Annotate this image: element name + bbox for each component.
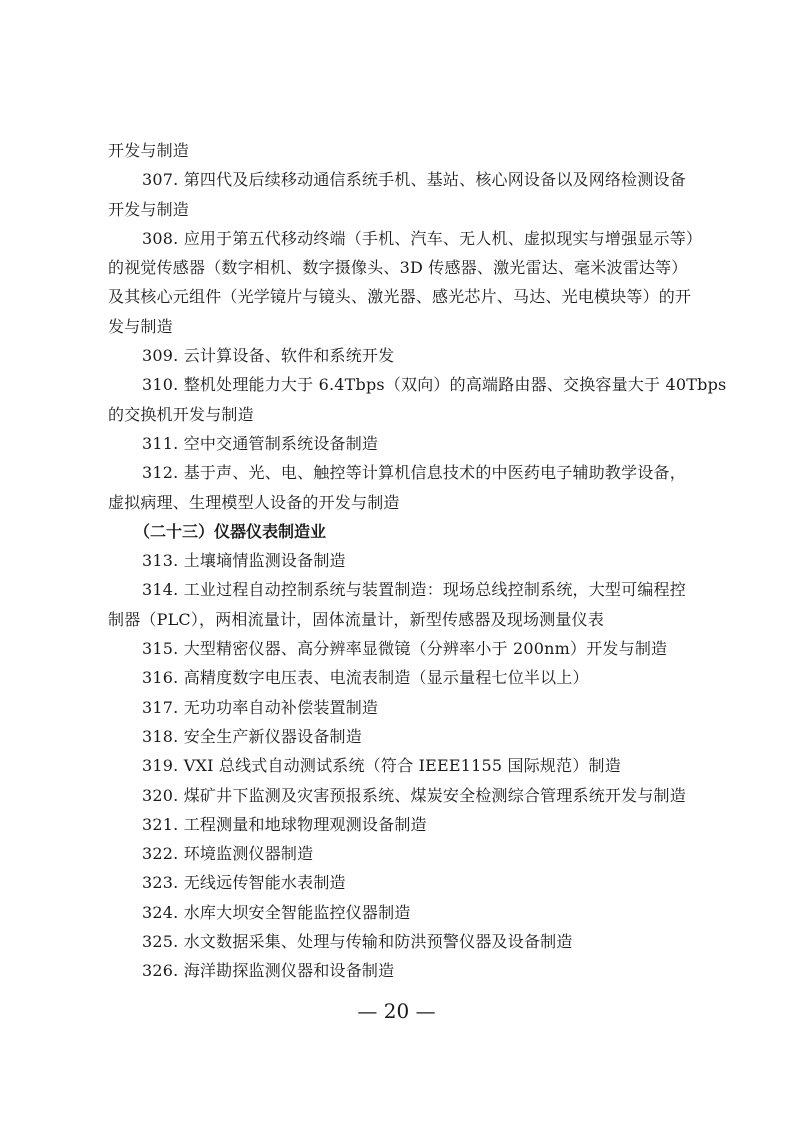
item-text: 空中交通管制系统设备制造	[183, 433, 379, 453]
list-item-312	[108, 458, 693, 487]
list-item-312-continued: 虚拟病理、生理模型人设备的开发与制造	[108, 492, 400, 512]
list-item-320	[108, 781, 693, 810]
item-number: 326.	[142, 961, 179, 981]
item-number: 314.	[142, 580, 179, 600]
list-item-324	[108, 898, 693, 927]
item-text: 云计算设备、软件和系统开发	[183, 346, 395, 366]
item-text: 工程测量和地球物理观测设备制造	[183, 814, 427, 834]
list-item-314	[108, 575, 693, 604]
item-number: 312.	[142, 463, 179, 483]
list-item-322	[108, 839, 693, 868]
list-item-308-continued: 及其核心元组件（光学镜片与镜头、激光器、感光芯片、马达、光电模块等）的开	[108, 287, 692, 307]
list-item-311	[108, 429, 693, 458]
item-number: 317.	[142, 697, 179, 717]
item-text: 土壤墒情监测设备制造	[183, 551, 346, 571]
item-number: 310.	[142, 375, 179, 395]
list-item-309	[108, 341, 693, 370]
item-text: 安全生产新仪器设备制造	[183, 726, 362, 746]
item-number: 323.	[142, 873, 179, 893]
list-item-310-continued: 的交换机开发与制造	[108, 404, 254, 424]
item-text: 水文数据采集、处理与传输和防洪预警仪器及设备制造	[183, 932, 573, 952]
item-text: VXI 总线式自动测试系统（符合 IEEE1155 国际规范）制造	[183, 756, 621, 776]
item-number: 324.	[142, 902, 179, 922]
list-item-314-continued: 制器（PLC），两相流量计，固体流量计，新型传感器及现场测量仪表	[108, 609, 605, 629]
item-number: 307.	[142, 170, 179, 190]
list-item-326	[108, 956, 693, 985]
list-item-319	[108, 751, 693, 780]
item-text: 无线远传智能水表制造	[183, 873, 346, 893]
item-number: 311.	[142, 433, 179, 453]
item-number: 319.	[142, 756, 179, 776]
list-item-313	[108, 546, 693, 575]
list-item-323	[108, 868, 693, 897]
list-item-315	[108, 634, 693, 663]
item-number: 325.	[142, 932, 179, 952]
page-number: — 20 —	[357, 999, 436, 1023]
list-item-307	[108, 165, 693, 194]
list-item-317	[108, 693, 693, 722]
item-text: 整机处理能力大于 6.4Tbps（双向）的高端路由器、交换容量大于 40Tbps	[183, 375, 727, 395]
item-text: 无功功率自动补偿装置制造	[183, 697, 379, 717]
list-item-308-continued: 的视觉传感器（数字相机、数字摄像头、3D 传感器、激光雷达、毫米波雷达等）	[108, 258, 688, 278]
item-text: 应用于第五代移动终端（手机、汽车、无人机、虚拟现实与增强显示等）	[183, 228, 703, 248]
item-text: 海洋勘探监测仪器和设备制造	[183, 961, 395, 981]
list-item-308	[108, 224, 703, 253]
item-number: 309.	[142, 346, 179, 366]
list-item-307-continued: 开发与制造	[108, 199, 190, 219]
item-number: 322.	[142, 844, 179, 864]
item-text: 基于声、光、电、触控等计算机信息技术的中医药电子辅助教学设备，	[183, 463, 686, 483]
item-text: 煤矿井下监测及灾害预报系统、煤炭安全检测综合管理系统开发与制造	[183, 785, 686, 805]
item-text: 第四代及后续移动通信系统手机、基站、核心网设备以及网络检测设备	[183, 170, 686, 190]
list-item-318	[108, 722, 693, 751]
section-heading: （二十三）仪器仪表制造业	[134, 521, 327, 541]
item-text: 大型精密仪器、高分辨率显微镜（分辨率小于 200nm）开发与制造	[183, 639, 668, 659]
list-item-321	[108, 810, 693, 839]
list-item-316	[108, 663, 693, 692]
item-text: 水库大坝安全智能监控仪器制造	[183, 902, 411, 922]
item-number: 321.	[142, 814, 179, 834]
list-item-310	[108, 370, 727, 399]
list-item-308-continued: 发与制造	[108, 316, 173, 336]
item-text: 环境监测仪器制造	[183, 844, 314, 864]
document-body	[108, 136, 727, 986]
item-number: 320.	[142, 785, 179, 805]
item-number: 308.	[142, 228, 179, 248]
item-number: 313.	[142, 551, 179, 571]
continuation-line: 开发与制造	[108, 141, 190, 160]
item-text: 高精度数字电压表、电流表制造（显示量程七位半以上）	[183, 668, 589, 688]
item-number: 315.	[142, 639, 179, 659]
item-number: 318.	[142, 726, 179, 746]
item-text: 工业过程自动控制系统与装置制造：现场总线控制系统，大型可编程控	[183, 580, 686, 600]
item-number: 316.	[142, 668, 179, 688]
list-item-325	[108, 927, 693, 956]
